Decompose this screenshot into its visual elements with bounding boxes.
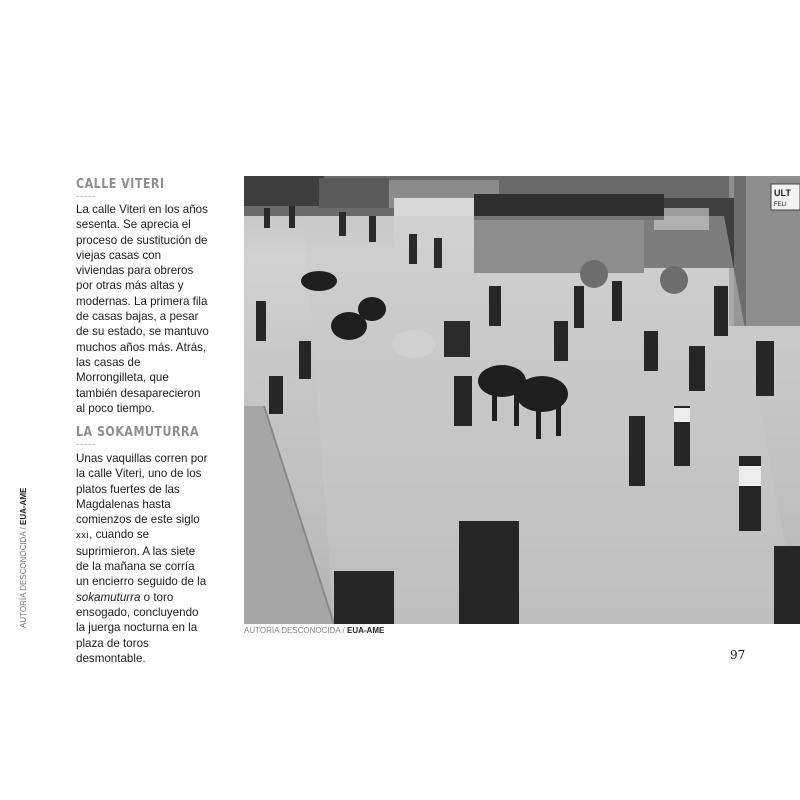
vertical-photo-credit: AUTORÍA DESCONOCIDA / EUA-AME [19,487,28,628]
shop-sign-subtext: FELI [774,202,787,208]
shop-sign-text: ULT [774,188,791,198]
street-bull-run-photo [244,176,800,624]
heading-underline-dashes: ----- [76,439,96,449]
heading-la-sokamuturra: LA SOKAMUTURRA [76,424,200,440]
photo-credit: AUTORÍA DESCONOCIDA / EUA-AME [244,626,385,635]
heading-underline-dashes: ----- [76,191,96,201]
heading-calle-viteri: CALLE VITERI [76,176,165,192]
caption-la-sokamuturra: Unas vaquillas corren por la calle Viteri, uno de los platos fuertes de las Magdalenas hasta comienzos de este siglo xxi, cuando se suprimieron. A las siete de la mañana se corría un encierro seguido de la sokamuturra o toro ensogado, concluyendo la juerga nocturna en la plaza de toros desmontable. [76,452,208,665]
page-number: 97 [730,648,746,662]
caption-calle-viteri: La calle Viteri en los años sesenta. Se aprecia el proceso de sustitución de viejas casas con viviendas para obreros por otras más altas y modernas. La primera fila de casas bajas, a pesar de su estado, se mantuvo muchos años más. Atrás, las casas de Morrongilleta, que también desaparecieron al poco tiempo. [76,203,209,415]
